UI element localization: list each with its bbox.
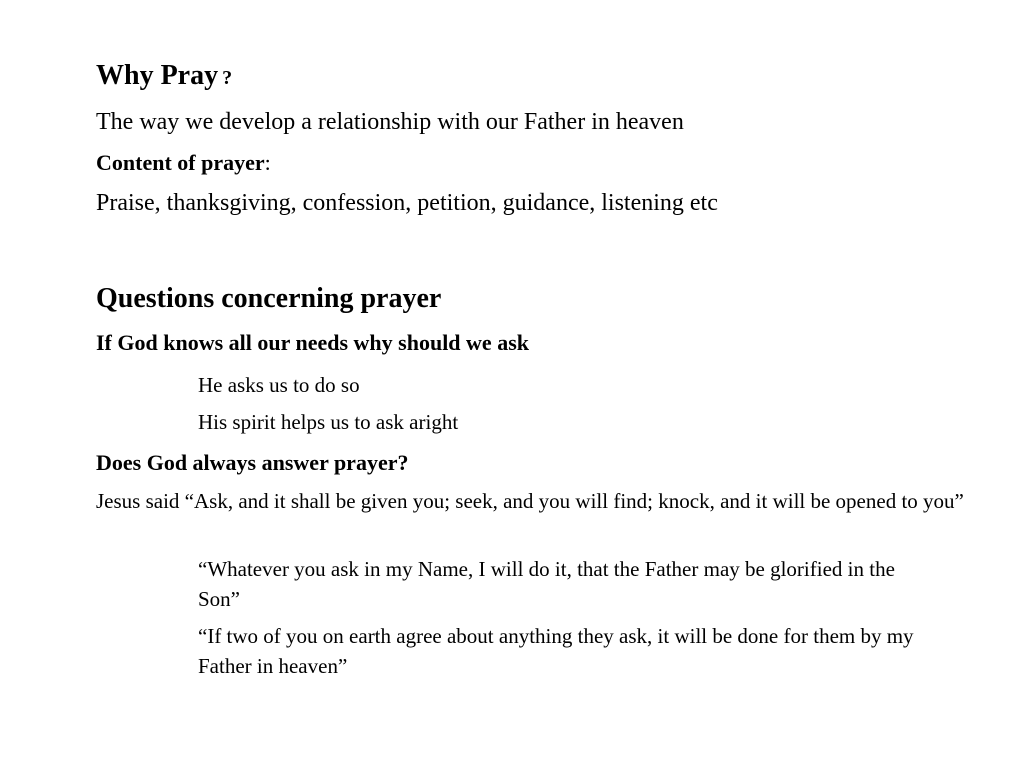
heading-why-pray-mark: ?: [222, 67, 233, 89]
quote-ask-seek-knock: Jesus said “Ask, and it shall be given you; seek, and you will find; knock, and it will be opened to you”: [96, 489, 964, 513]
quote-whatever-you-ask: “Whatever you ask in my Name, I will do it, that the Father may be glorified in the Son”: [198, 557, 895, 611]
answer-spirit-helps: His spirit helps us to ask aright: [198, 410, 459, 434]
content-of-prayer-label: [96, 150, 271, 175]
relationship-text: The way we develop a relationship with our Father in heaven: [96, 109, 684, 135]
content-of-prayer-colon: :: [264, 150, 271, 175]
quote-two-of-you: “If two of you on earth agree about anything they ask, it will be done for them by my Father in heaven”: [198, 624, 914, 678]
heading-why-pray-text: Why Pray: [96, 60, 219, 91]
answer-asks-us: He asks us to do so: [198, 373, 360, 397]
heading-why-pray: [96, 60, 232, 92]
content-of-prayer-label-text: Content of prayer: [96, 150, 265, 175]
heading-questions: Questions concerning prayer: [96, 283, 442, 314]
question-why-ask: If God knows all our needs why should we ask: [96, 330, 529, 355]
prayer-types-text: Praise, thanksgiving, confession, petition, guidance, listening etc: [96, 190, 718, 216]
question-answer-prayer: Does God always answer prayer?: [96, 450, 409, 475]
